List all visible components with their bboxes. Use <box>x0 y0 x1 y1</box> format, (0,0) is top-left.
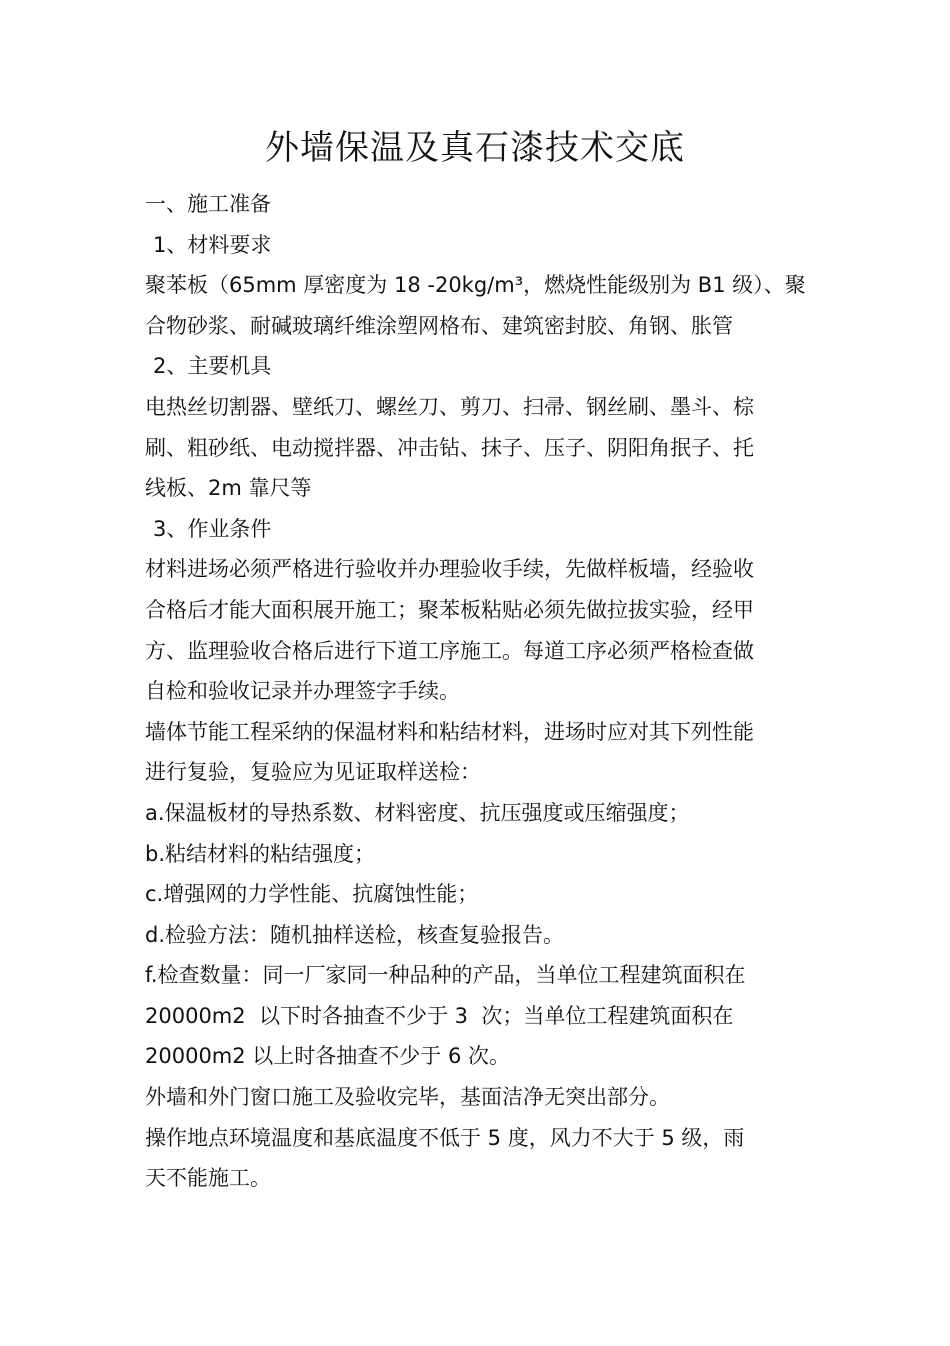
section-heading: 一、施工准备 <box>145 192 271 216</box>
tools-line: 刷、粗砂纸、电动搅拌器、冲击钻、抹子、压子、阴阳角抿子、托 <box>145 435 754 460</box>
subsection-heading-conditions: 3、作业条件 <box>153 516 272 541</box>
list-item-f-line: 20000m2 以下时各抽查不少于 3 次；当单位工程建筑面积在 <box>145 1003 734 1028</box>
list-item: a.保温板材的导热系数、材料密度、抗压强度或压缩强度； <box>145 800 690 825</box>
list-item-f-line: f.检查数量：同一厂家同一种品种的产品，当单位工程建筑面积在 <box>145 963 746 988</box>
tools-line: 线板、2m 靠尺等 <box>145 476 312 501</box>
list-item: d.检验方法：随机抽样送检，核查复验报告。 <box>145 922 565 947</box>
document-body <box>145 184 809 1199</box>
weather-paragraph-line: 天不能施工。 <box>145 1166 271 1191</box>
materials-line: 合物砂浆、耐碱玻璃纤维涂塑网格布、建筑密封胶、角钢、胀管 <box>145 313 733 338</box>
subsection-heading-tools: 2、主要机具 <box>153 354 272 379</box>
list-item-f-line: 20000m2 以上时各抽查不少于 6 次。 <box>145 1044 511 1069</box>
list-item: b.粘结材料的粘结强度； <box>145 841 376 866</box>
conditions-paragraph-line: 材料进场必须严格进行验收并办理验收手续，先做样板墙，经验收 <box>145 557 754 582</box>
weather-paragraph-line: 操作地点环境温度和基底温度不低于 5 度，风力不大于 5 级，雨 <box>145 1125 745 1150</box>
conditions-paragraph-line: 自检和验收记录并办理签字手续。 <box>145 679 460 704</box>
base-surface-paragraph: 外墙和外门窗口施工及验收完毕，基面洁净无突出部分。 <box>145 1085 670 1110</box>
conditions-paragraph-line: 方、监理验收合格后进行下道工序施工。每道工序必须严格检查做 <box>145 638 754 663</box>
retest-paragraph-line: 进行复验，复验应为见证取样送检： <box>145 760 481 785</box>
retest-paragraph-line: 墙体节能工程采纳的保温材料和粘结材料，进场时应对其下列性能 <box>145 719 754 744</box>
materials-line: 聚苯板（65mm 厚密度为 18 -20kg/m³，燃烧性能级别为 B1 级）、聚 <box>145 273 806 298</box>
document-title: 外墙保温及真石漆技术交底 <box>265 128 685 168</box>
conditions-paragraph-line: 合格后才能大面积展开施工；聚苯板粘贴必须先做拉拔实验，经甲 <box>145 597 754 622</box>
list-item: c.增强网的力学性能、抗腐蚀性能； <box>145 882 479 907</box>
subsection-heading-materials: 1、材料要求 <box>153 232 272 257</box>
tools-line: 电热丝切割器、壁纸刀、螺丝刀、剪刀、扫帚、钢丝刷、墨斗、棕 <box>145 394 754 419</box>
